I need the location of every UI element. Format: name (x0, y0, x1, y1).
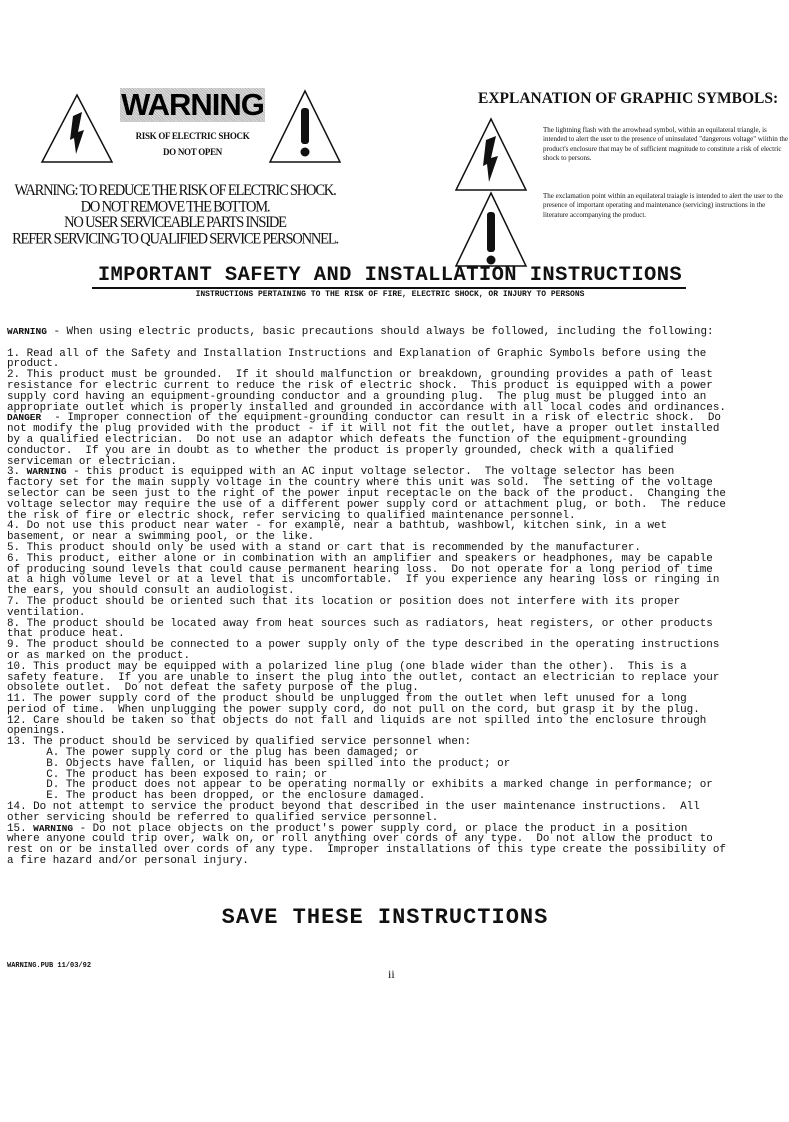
explanation-heading: EXPLANATION OF GRAPHIC SYMBOLS: (478, 90, 779, 107)
page-title: IMPORTANT SAFETY AND INSTALLATION INSTRUCTIONS (97, 264, 683, 287)
line-text: 7. The product should be oriented such that its location or position does not interfere with its proper (7, 595, 681, 608)
line-text: obsolete outlet. Do not defeat the safety purpose of the plug. (7, 682, 419, 695)
page-number: ii (388, 967, 395, 981)
line-text: voltage selector may require the use of a different power supply cord or attachment plug, or both. The reduce (7, 498, 726, 511)
line-text: the ears, you should consult an audiologist. (7, 585, 295, 598)
line-text: that produce heat. (7, 628, 125, 641)
line-text: by a qualified electrician. Do not use an adaptor which defeats the function of the equipment-grounding (7, 433, 687, 446)
line-text: factory set for the main supply voltage in the country where this unit was sold. The setting of the voltage (7, 477, 713, 490)
risk-of-shock-label: RISK OF ELECTRIC SHOCK (135, 131, 250, 141)
line-text: 13. The product should be serviced by qualified service personnel when: (7, 736, 472, 749)
notice-line: REFER SERVICING TO QUALIFIED SERVICE PERSONNEL. (12, 229, 338, 248)
lightning-triangle-icon (454, 116, 528, 192)
warning-banner: WARNING (121, 87, 264, 122)
line-text: 5. This product should only be used with a stand or cart that is recommended by the manufacturer. (7, 541, 641, 554)
title-underline (92, 287, 686, 289)
text-line (7, 856, 726, 867)
line-number: 15. (7, 822, 34, 835)
line-text: ventilation. (7, 606, 86, 619)
do-not-open-label: DO NOT OPEN (162, 147, 223, 157)
line-text: - When using electric products, basic precautions should always be followed, including the following: (46, 326, 714, 338)
notice-line: WARNING: TO REDUCE THE RISK OF ELECTRIC SHOCK. (14, 181, 336, 200)
line-text: A. The power supply cord or the plug has been damaged; or (7, 747, 419, 760)
line-text: 14. Do not attempt to service the product beyond that described in the user maintenance instructions. All (7, 801, 700, 814)
bold-keyword: WARNING (7, 326, 47, 337)
line-text: at a high volume level or at a level that is uncomfortable. If you experience any hearing loss or ringing in (7, 574, 720, 587)
line-text: where anyone could trip over, walk on, or roll anything over cords of any type. Do not allow the product to (7, 833, 713, 846)
line-text: other servicing should be referred to qualified service personnel. (7, 811, 439, 824)
line-text: 4. Do not use this product near water - for example, near a bathtub, washbowl, kitchen sink, in a wet (7, 520, 668, 533)
notice-line: NO USER SERVICEABLE PARTS INSIDE (64, 213, 286, 232)
line-text: 12. Care should be taken so that objects do not fall and liquids are not spilled into the enclosure through (7, 714, 707, 727)
line-text: safety feature. If you are unable to insert the plug into the outlet, contact an electrician to replace your (7, 671, 720, 684)
line-text: B. Objects have fallen, or liquid has been spilled into the product; or (7, 757, 511, 770)
line-text: 2. This product must be grounded. If it should malfunction or breakdown, grounding provides a path of least (7, 369, 713, 382)
notice-line: DO NOT REMOVE THE BOTTOM. (80, 197, 270, 216)
line-text: selector can be seen just to the right of the power input receptacle on the back of the product. Changing the (7, 487, 726, 500)
lightning-triangle-icon (40, 92, 114, 164)
line-text: - Do not place objects on the product's power supply cord, or place the product in a position (73, 822, 688, 835)
line-text: supply cord having an equipment-grounding conductor and a grounding plug. The plug must be plugged into an (7, 390, 707, 403)
line-text: serviceman or electrician. (7, 455, 177, 468)
line-text: not modify the plug provided with the product - if it will not fit the outlet, have a proper outlet installed (7, 423, 720, 436)
line-text: of producing sound levels that could cause permanent hearing loss. Do not operate for a long period of time (7, 563, 713, 576)
line-number: 3. (7, 466, 27, 479)
line-text: rest on or be installed over cords of any type. Improper installations of this type create the possibility of (7, 844, 726, 857)
line-text: - this product is equipped with an AC input voltage selector. The voltage selector has been (66, 466, 675, 479)
line-text: 11. The power supply cord of the product should be unplugged from the outlet when left unused for a long (7, 693, 687, 706)
lightning-explanation: The lightning flash with the arrowhead symbol, within an equilateral triangle, is intended to alert the user to the presence of uninsulated "dangerous voltage" wiithin the product's enclosure that may be of sufficient magnitude to constitute a risk of electric shock to persons. (543, 126, 789, 163)
line-text: product. (7, 358, 60, 371)
instructions-body (7, 327, 726, 867)
line-text: basement, or near a swimming pool, or the like. (7, 531, 315, 544)
line-text: C. The product has been exposed to rain; or (7, 768, 328, 781)
exclamation-triangle-icon (454, 190, 528, 270)
line-text: period of time. When unplugging the power supply cord, do not pull on the cord, but grasp it by the plug. (7, 703, 700, 716)
line-text: - Improper connection of the equipment-grounding conductor can result in a risk of electric shock. Do (41, 412, 721, 425)
line-text: 10. This product may be equipped with a polarized line plug (one blade wider than the other). This is a (7, 660, 687, 673)
file-reference: WARNING.PUB 11/03/92 (7, 962, 92, 970)
line-text: 8. The product should be located away from heat sources such as radiators, heat registers, or other products (7, 617, 713, 630)
text-line (7, 349, 726, 360)
line-text: appropriate outlet which is properly installed and grounded in accordance with all local codes and ordinances. (7, 401, 726, 414)
bold-keyword: WARNING (26, 466, 67, 478)
bold-keyword: DANGER (7, 412, 42, 424)
line-text: 6. This product, either alone or in combination with an amplifier and speakers or headphones, may be capable (7, 552, 713, 565)
page-subtitle: INSTRUCTIONS PERTAINING TO THE RISK OF FIRE, ELECTRIC SHOCK, OR INJURY TO PERSONS (195, 290, 585, 299)
text-line (7, 716, 726, 727)
line-text: a fire hazard and/or personal injury. (7, 855, 249, 868)
line-text: D. The product does not appear to be operating normally or exhibits a marked change in performance; or (7, 779, 713, 792)
line-text: 9. The product should be connected to a power supply only of the type described in the operating instructions (7, 639, 720, 652)
line-text: the risk of fire or electric shock, refer servicing to qualified maintenance personnel. (7, 509, 576, 522)
text-line (7, 327, 726, 338)
text-line (7, 597, 726, 608)
line-text: openings. (7, 725, 66, 738)
exclamation-triangle-icon (268, 88, 342, 164)
line-text: conductor. If you are in doubt as to whether the product is properly grounded, check with a qualified (7, 444, 674, 457)
warning-notice (5, 183, 345, 247)
line-text: E. The product has been dropped, or the enclosure damaged. (7, 790, 426, 803)
save-instructions-heading: SAVE THESE INSTRUCTIONS (221, 905, 549, 930)
bold-keyword: WARNING (33, 822, 74, 834)
line-text: resistance for electric current to reduce the risk of electric shock. This product is equipped with a power (7, 379, 713, 392)
line-text: 1. Read all of the Safety and Installation Instructions and Explanation of Graphic Symbols before using the (7, 347, 707, 360)
line-text: or as marked on the product. (7, 649, 190, 662)
exclamation-explanation: The exclamation point within an equilateral traiagle is intended to alert the user to the presence of important operating and maintenance (servicing) instructions in the literature accompanying the product. (543, 192, 783, 219)
